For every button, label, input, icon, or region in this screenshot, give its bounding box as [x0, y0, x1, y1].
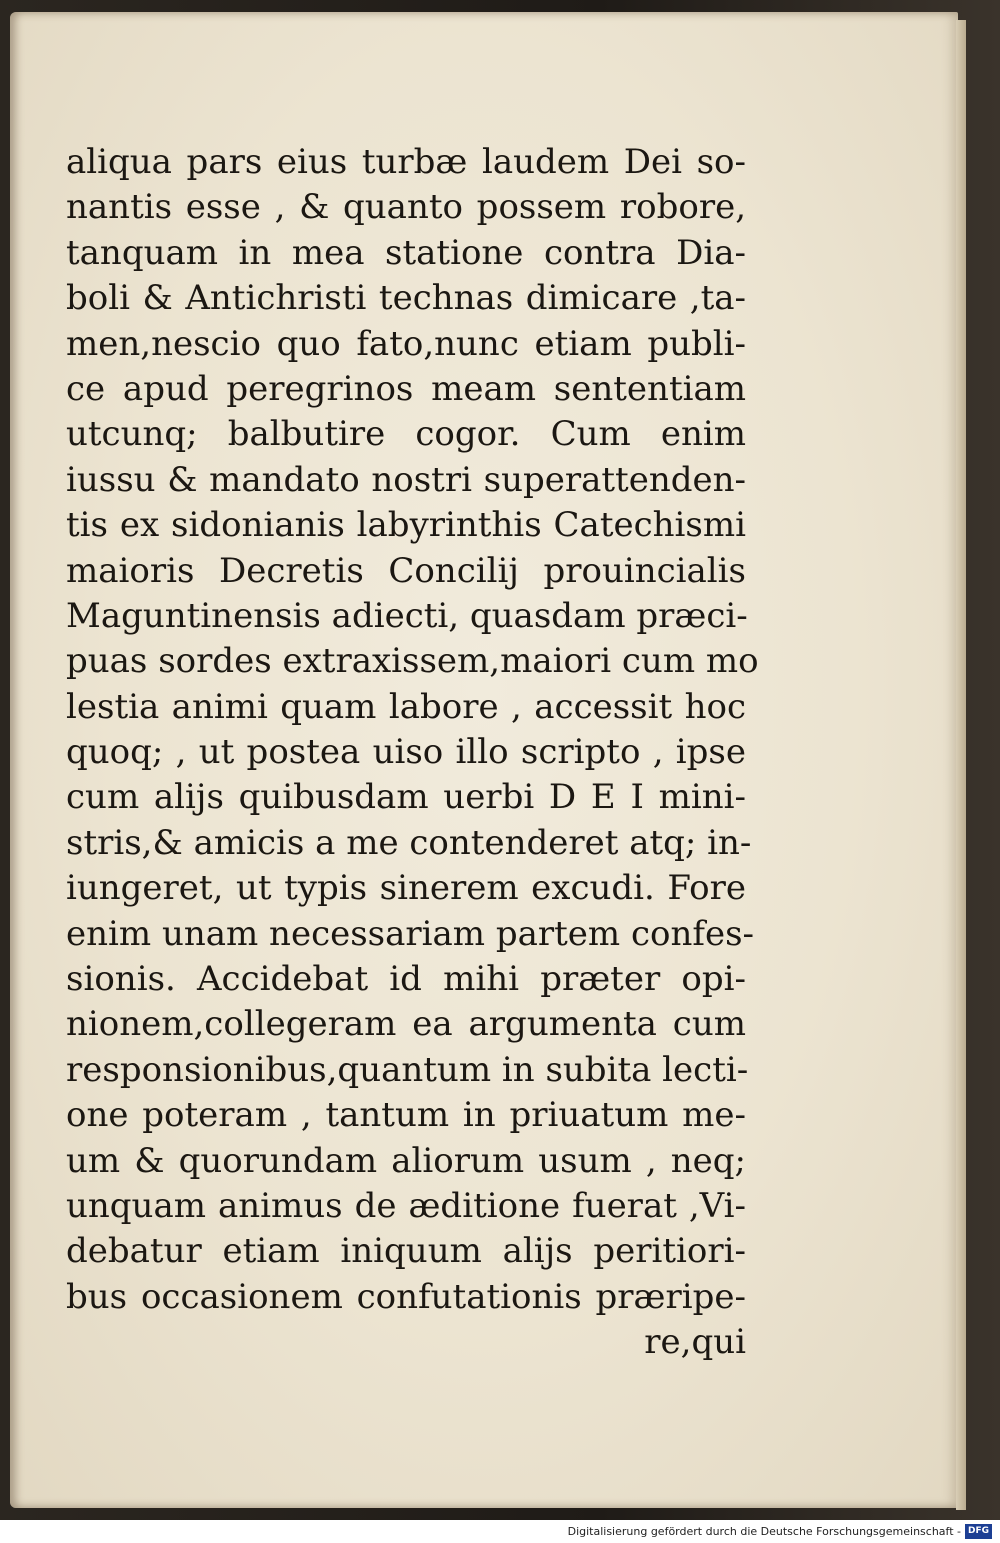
text-line: one poteram , tantum in priuatum me-	[66, 1095, 746, 1136]
dfg-logo-icon: DFG	[965, 1524, 992, 1539]
text-line: unquam animus de æditione fuerat ,Vi-	[66, 1185, 746, 1226]
text-line: iungeret, ut typis sinerem excudi. Fore	[66, 868, 746, 909]
text-line: iussu & mandato nostri superattenden-	[66, 459, 746, 500]
page-edge	[956, 20, 966, 1510]
text-line: sionis. Accidebat id mihi præter opi-	[66, 959, 746, 1000]
book-page	[10, 12, 958, 1508]
catchword: re,qui	[644, 1322, 746, 1363]
page-text	[66, 140, 759, 1366]
text-line: responsionibus,quantum in subita lecti-	[66, 1049, 749, 1090]
text-line: Maguntinensis adiecti, quasdam præci-	[66, 595, 748, 636]
text-line: quoq; , ut postea uiso illo scripto , ipse	[66, 732, 746, 773]
text-line: puas sordes extraxissem,maiori cum mo	[66, 641, 759, 682]
text-line: nionem,collegeram ea argumenta cum	[66, 1004, 746, 1045]
text-line: utcunq; balbutire cogor. Cum enim	[66, 414, 746, 455]
text-line: aliqua pars eius turbæ laudem Dei so-	[66, 142, 746, 182]
text-line: um & quorundam aliorum usum , neq;	[66, 1140, 746, 1181]
text-line: boli & Antichristi technas dimicare ,ta-	[66, 278, 746, 319]
text-line: debatur etiam iniquum alijs peritiori-	[66, 1231, 746, 1272]
text-line: lestia animi quam labore , accessit hoc	[66, 686, 746, 727]
text-line: tis ex sidonianis labyrinthis Catechismi	[66, 505, 746, 546]
text-line: cum alijs quibusdam uerbi D E I mini-	[66, 777, 746, 818]
text-line: stris,& amicis a me contenderet atq; in-	[66, 822, 752, 863]
footer-credit	[568, 1521, 992, 1541]
text-line: men,nescio quo fato,nunc etiam publi-	[66, 323, 746, 364]
text-line: nantis esse , & quanto possem robore,	[66, 187, 746, 228]
text-line: enim unam necessariam partem confes-	[66, 913, 755, 954]
text-line: maioris Decretis Concilij prouincialis	[66, 550, 746, 591]
text-line: tanquam in mea statione contra Dia-	[66, 232, 746, 273]
text-line: bus occasionem confutationis præripe-	[66, 1276, 746, 1317]
text-line: ce apud peregrinos meam sententiam	[66, 368, 746, 409]
footer-text: Digitalisierung gefördert durch die Deutsche Forschungsgemeinschaft -	[567, 1524, 961, 1538]
